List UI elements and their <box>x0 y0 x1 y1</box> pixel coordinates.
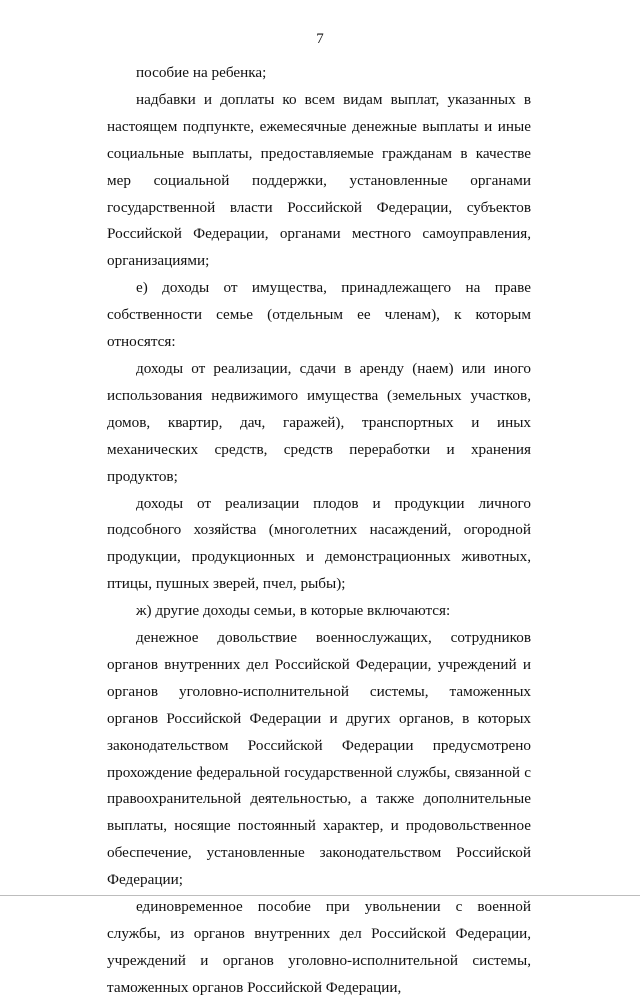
paragraph-child-allowance: пособие на ребенка; <box>136 64 267 81</box>
paragraph-household-income: доходы от реализации плодов и продукции личного подсобного хозяйства (многолетних насаждений, огородной продукции, продукционных и демонстрационных животных, птицы, пушных зверей, пчел, рыбы); <box>107 494 531 593</box>
paragraph-severance-allowance: единовременное пособие при увольнении с военной службы, из органов внутренних дел Российской Федерации, учреждений и органов уголовно-исполнительной системы, таможенных органов Российской Федерации, <box>107 898 531 996</box>
page-number: 7 <box>316 31 324 47</box>
paragraph-property-income: е) доходы от имущества, принадлежащего на праве собственности семье (отдельным ее членам), к которым относятся: <box>107 279 531 351</box>
paragraph-real-estate-income: доходы от реализации, сдачи в аренду (наем) или иного использования недвижимого имущества (земельных участков, домов, квартир, дач, гаражей), транспортных и иных механических средств, средств переработки и хранения продуктов; <box>107 359 531 485</box>
document-body <box>107 60 531 1002</box>
page-bottom-rule <box>0 895 640 896</box>
paragraph-monetary-allowance: денежное довольствие военнослужащих, сотрудников органов внутренних дел Российской Федерации, учреждений и органов уголовно-исполнительной системы, таможенных органов Российской Федерации и других органов, в которых законодательством Российской Федерации предусмотрено прохождение федеральной государственной службы, связанной с правоохранительной деятельностью, а также дополнительные выплаты, носящие постоянный характер, и продовольственное обеспечение, установленные законодательством Российской Федерации; <box>107 629 531 889</box>
paragraph-supplements: надбавки и доплаты ко всем видам выплат, указанных в настоящем подпункте, ежемесячные денежные выплаты и иные социальные выплаты, предоставляемые гражданам в качестве мер социальной поддержки, установленные органами государственной власти Российской Федерации, субъектов Российской Федерации, органами местного самоуправления, организациями; <box>107 90 531 270</box>
paragraph-other-income: ж) другие доходы семьи, в которые включаются: <box>136 602 451 620</box>
